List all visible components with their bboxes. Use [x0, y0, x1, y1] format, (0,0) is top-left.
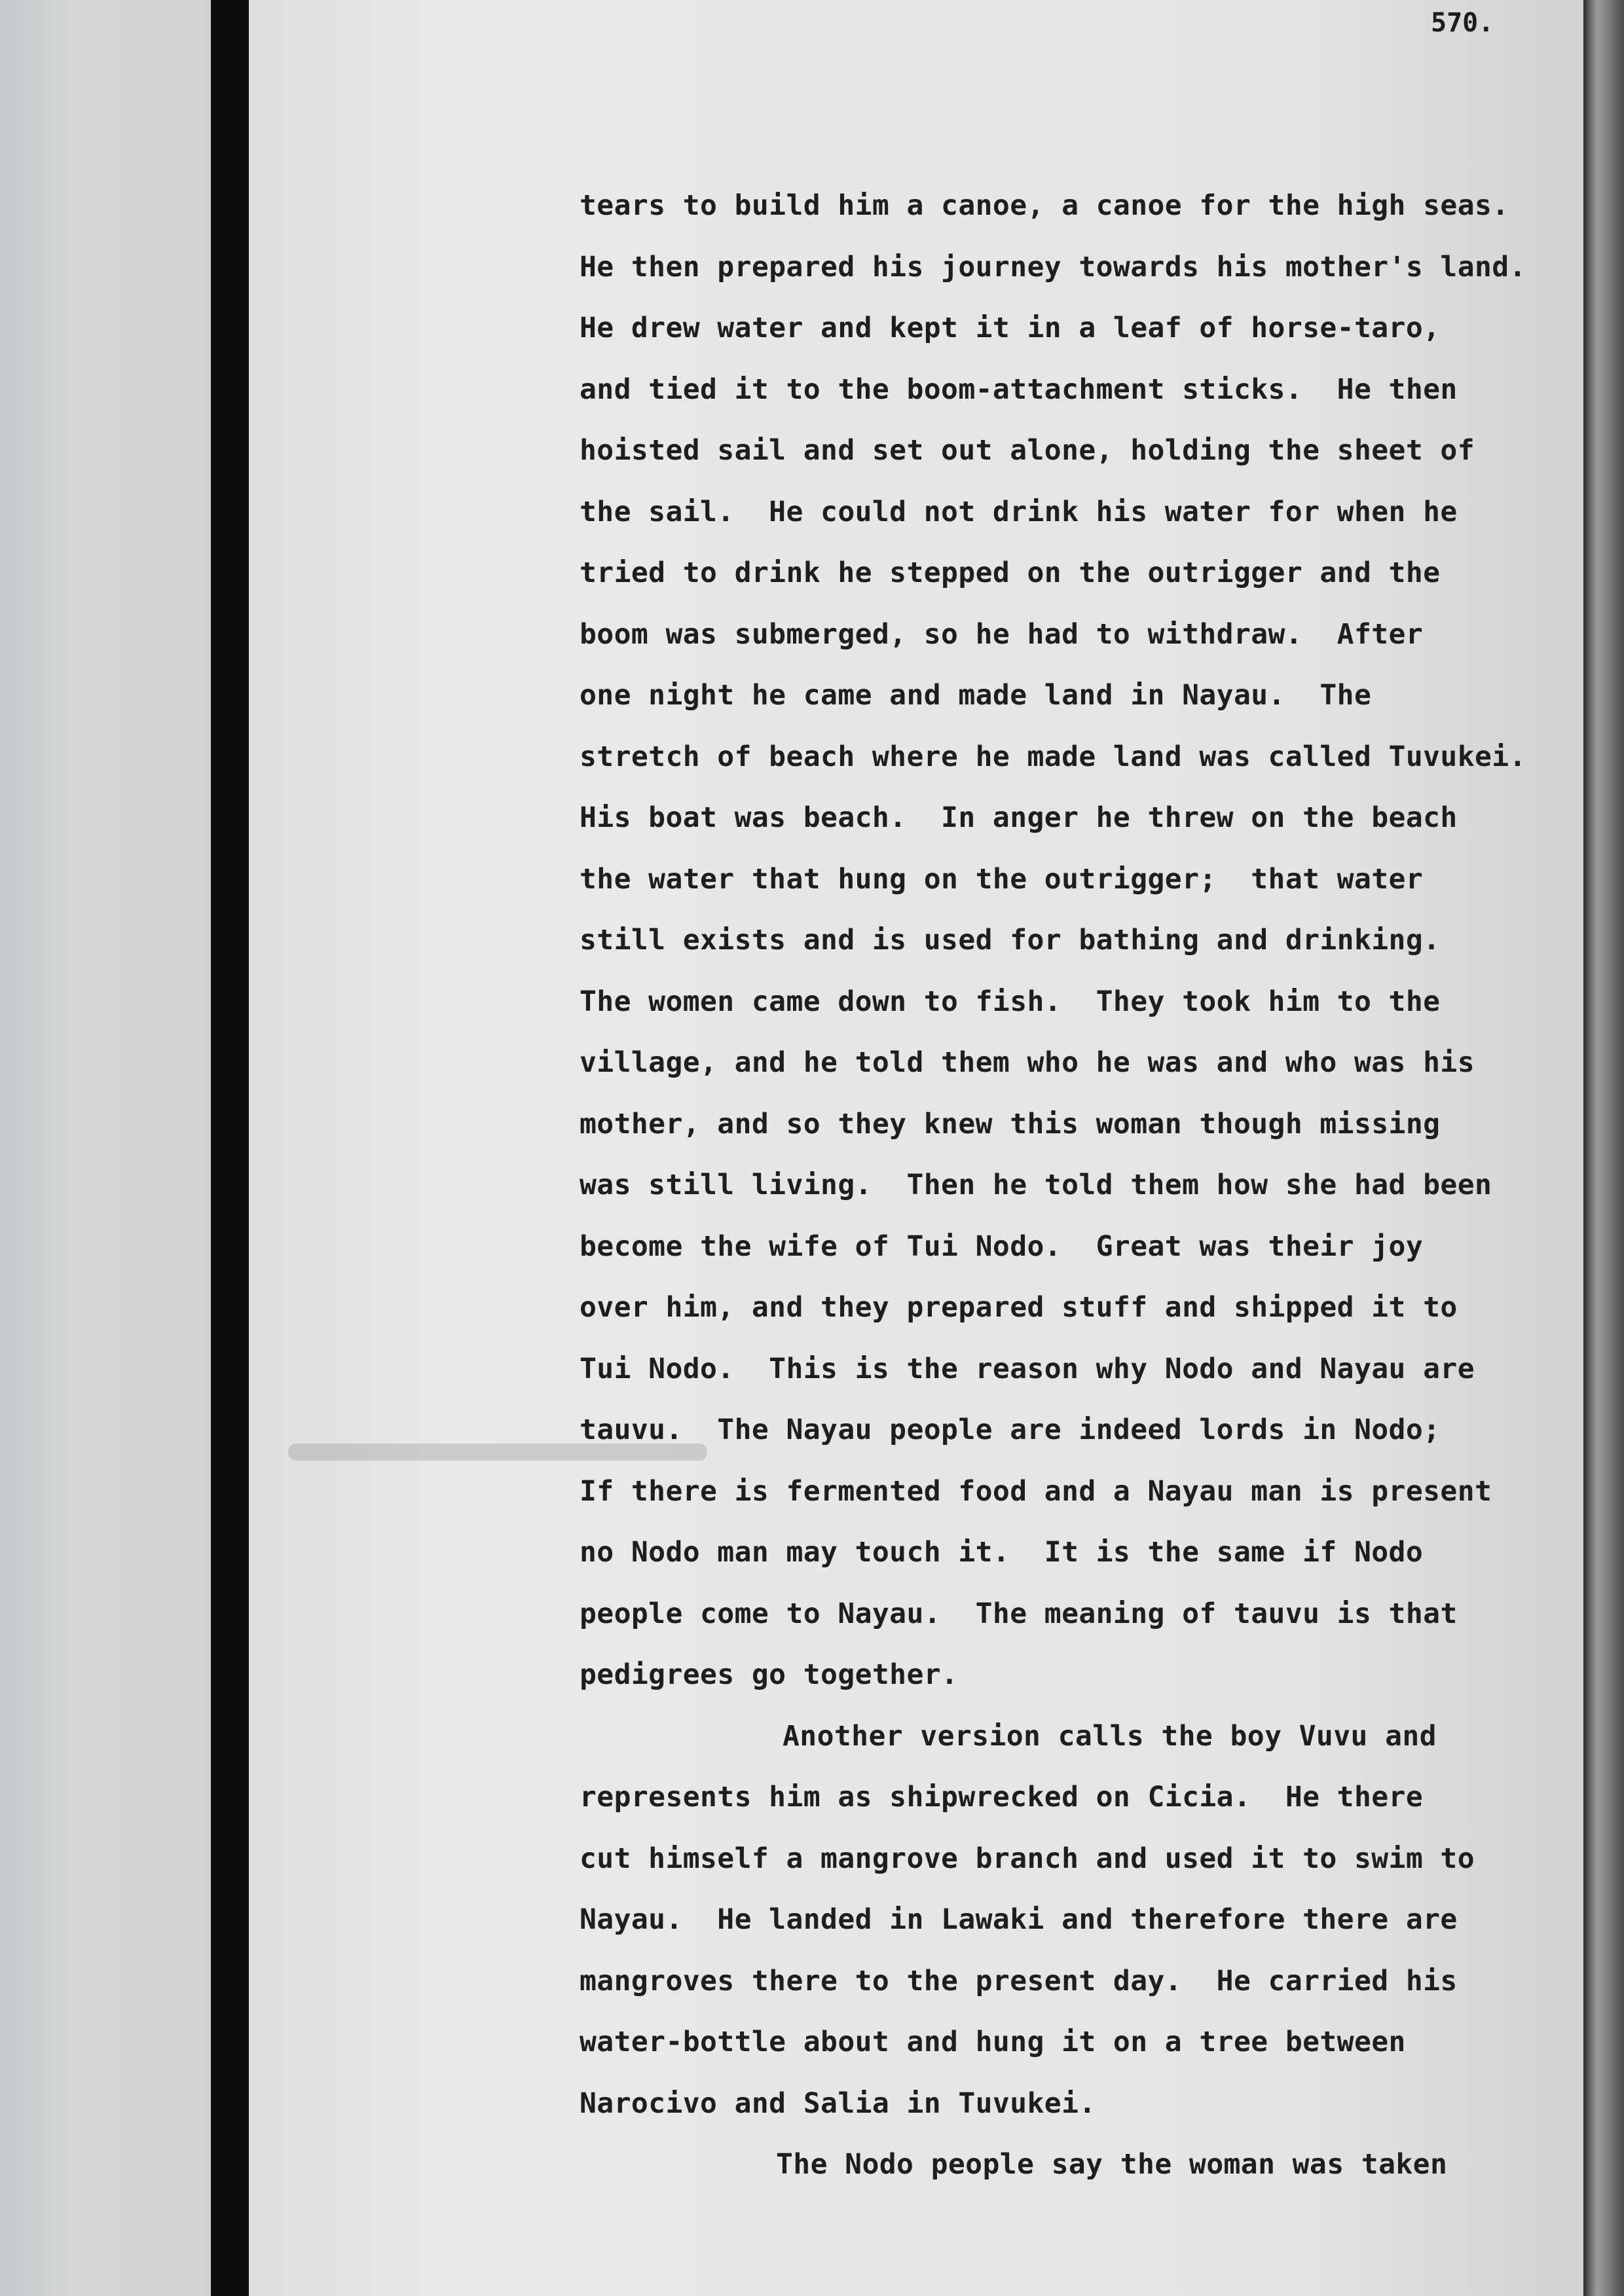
- text-line: pedigrees go together.: [580, 1658, 959, 1691]
- text-line: hoisted sail and set out alone, holding the sheet of: [580, 434, 1475, 467]
- text-line: village, and he told them who he was and who was his: [580, 1046, 1475, 1079]
- text-line: If there is fermented food and a Nayau man is present: [580, 1474, 1492, 1508]
- text-line: Another version calls the boy Vuvu and: [783, 1719, 1437, 1753]
- text-line: and tied it to the boom-attachment sticks. He then: [580, 373, 1458, 406]
- text-line: boom was submerged, so he had to withdraw. After: [580, 617, 1424, 651]
- text-line: mangroves there to the present day. He carried his: [580, 1964, 1458, 1997]
- text-line: one night he came and made land in Nayau. The: [580, 679, 1372, 712]
- binding-spine: [211, 0, 249, 2296]
- text-line: Tui Nodo. This is the reason why Nodo and Nayau are: [580, 1352, 1475, 1385]
- text-line: stretch of beach where he made land was called Tuvukei.: [580, 740, 1526, 773]
- text-line: was still living. Then he told them how she had been: [580, 1169, 1492, 1201]
- text-line: tears to build him a canoe, a canoe for the high seas.: [580, 189, 1509, 222]
- text-line: He then prepared his journey towards his mother's land.: [580, 250, 1526, 283]
- page-number: 570.: [1431, 8, 1494, 38]
- text-line: the water that hung on the outrigger; that water: [580, 862, 1424, 896]
- text-line: cut himself a mangrove branch and used it to swim to: [580, 1842, 1475, 1875]
- page-edge: [1583, 0, 1624, 2296]
- text-line: He drew water and kept it in a leaf of horse-taro,: [580, 312, 1441, 344]
- text-line: represents him as shipwrecked on Cicia. He there: [580, 1781, 1424, 1813]
- text-line: the sail. He could not drink his water for when he: [580, 495, 1458, 528]
- text-line: mother, and so they knew this woman though missing: [580, 1107, 1441, 1140]
- text-line: no Nodo man may touch it. It is the same if Nodo: [580, 1536, 1424, 1569]
- text-line: The Nodo people say the woman was taken: [776, 2148, 1448, 2181]
- text-line: Narocivo and Salia in Tuvukei.: [580, 2086, 1096, 2120]
- typed-text-body: [580, 175, 1581, 2196]
- text-line: Nayau. He landed in Lawaki and therefore there are: [580, 1903, 1458, 1936]
- text-line: still exists and is used for bathing and drinking.: [580, 924, 1441, 957]
- text-line: become the wife of Tui Nodo. Great was their joy: [580, 1230, 1424, 1263]
- text-line: over him, and they prepared stuff and shipped it to: [580, 1291, 1458, 1324]
- text-line: The women came down to fish. They took him to the: [580, 985, 1441, 1018]
- text-line: His boat was beach. In anger he threw on the beach: [580, 801, 1458, 834]
- text-line: tried to drink he stepped on the outrigger and the: [580, 556, 1441, 589]
- text-line: people come to Nayau. The meaning of tauvu is that: [580, 1597, 1458, 1630]
- text-line: water-bottle about and hung it on a tree between: [580, 2026, 1406, 2058]
- text-line: tauvu. The Nayau people are indeed lords in Nodo;: [580, 1413, 1441, 1446]
